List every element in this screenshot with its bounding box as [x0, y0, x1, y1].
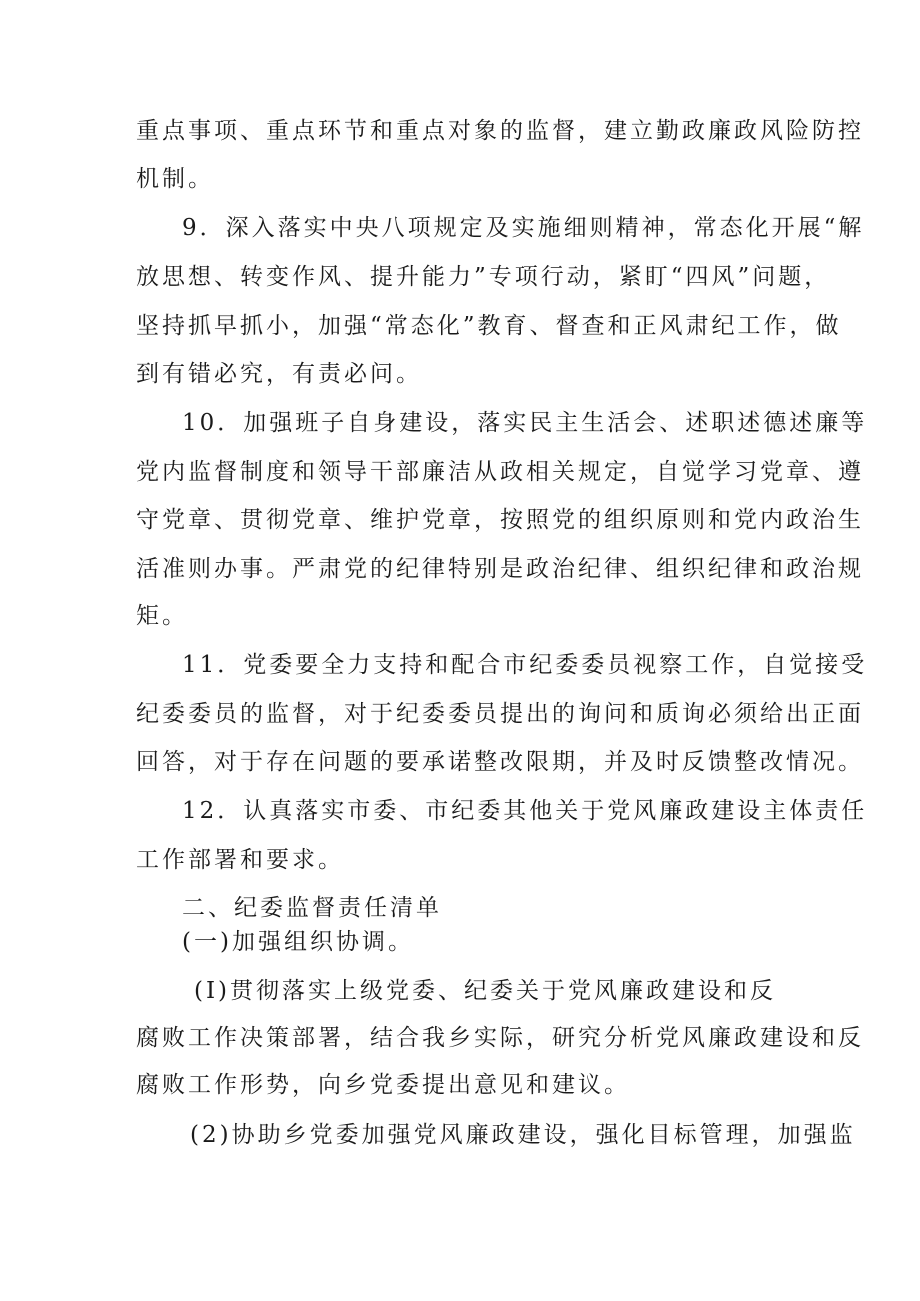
- text-line: 腐败工作决策部署，结合我乡实际，研究分析党风廉政建设和反: [136, 1025, 864, 1051]
- subsection-heading: (一)加强组织协调。: [182, 929, 414, 955]
- text-line: (I)贯彻落实上级党委、纪委关于党风廉政建设和反: [194, 978, 777, 1004]
- section-heading: 二、纪委监督责任清单: [182, 895, 442, 921]
- text-line: 机制。: [136, 166, 214, 192]
- text-line: 腐败工作形势，向乡党委提出意见和建议。: [136, 1072, 630, 1098]
- text-line: 9．深入落实中央八项规定及实施细则精神，常态化开展“解: [182, 215, 865, 241]
- text-line: (2)协助乡党委加强党风廉政建设，强化目标管理，加强监: [190, 1122, 856, 1148]
- text-line: 重点事项、重点环节和重点对象的监督，建立勤政廉政风险防控: [136, 118, 864, 144]
- text-line: 回答，对于存在问题的要承诺整改限期，并及时反馈整改情况。: [136, 749, 864, 775]
- text-line: 活准则办事。严肃党的纪律特别是政治纪律、组织纪律和政治规: [136, 556, 864, 582]
- text-line: 党内监督制度和领导干部廉洁从政相关规定，自觉学习党章、遵: [136, 459, 864, 485]
- text-line: 矩。: [136, 603, 188, 629]
- text-line: 到有错必究，有责必问。: [136, 361, 422, 387]
- text-line: 12．认真落实市委、市纪委其他关于党风廉政建设主体责任: [182, 798, 868, 824]
- text-line: 放思想、转变作风、提升能力”专项行动，紧盯“四风”问题，: [136, 264, 831, 290]
- text-line: 守党章、贯彻党章、维护党章，按照党的组织原则和党内政治生: [136, 507, 864, 533]
- text-line: 坚持抓早抓小，加强“常态化”教育、督查和正风肃纪工作，做: [136, 313, 842, 339]
- text-line: 10．加强班子自身建设，落实民主生活会、述职述德述廉等: [182, 410, 868, 436]
- text-line: 工作部署和要求。: [136, 847, 344, 873]
- text-line: 11．党委要全力支持和配合市纪委委员视察工作，自觉接受: [182, 652, 868, 678]
- text-line: 纪委委员的监督，对于纪委委员提出的询问和质询必须给出正面: [136, 701, 864, 727]
